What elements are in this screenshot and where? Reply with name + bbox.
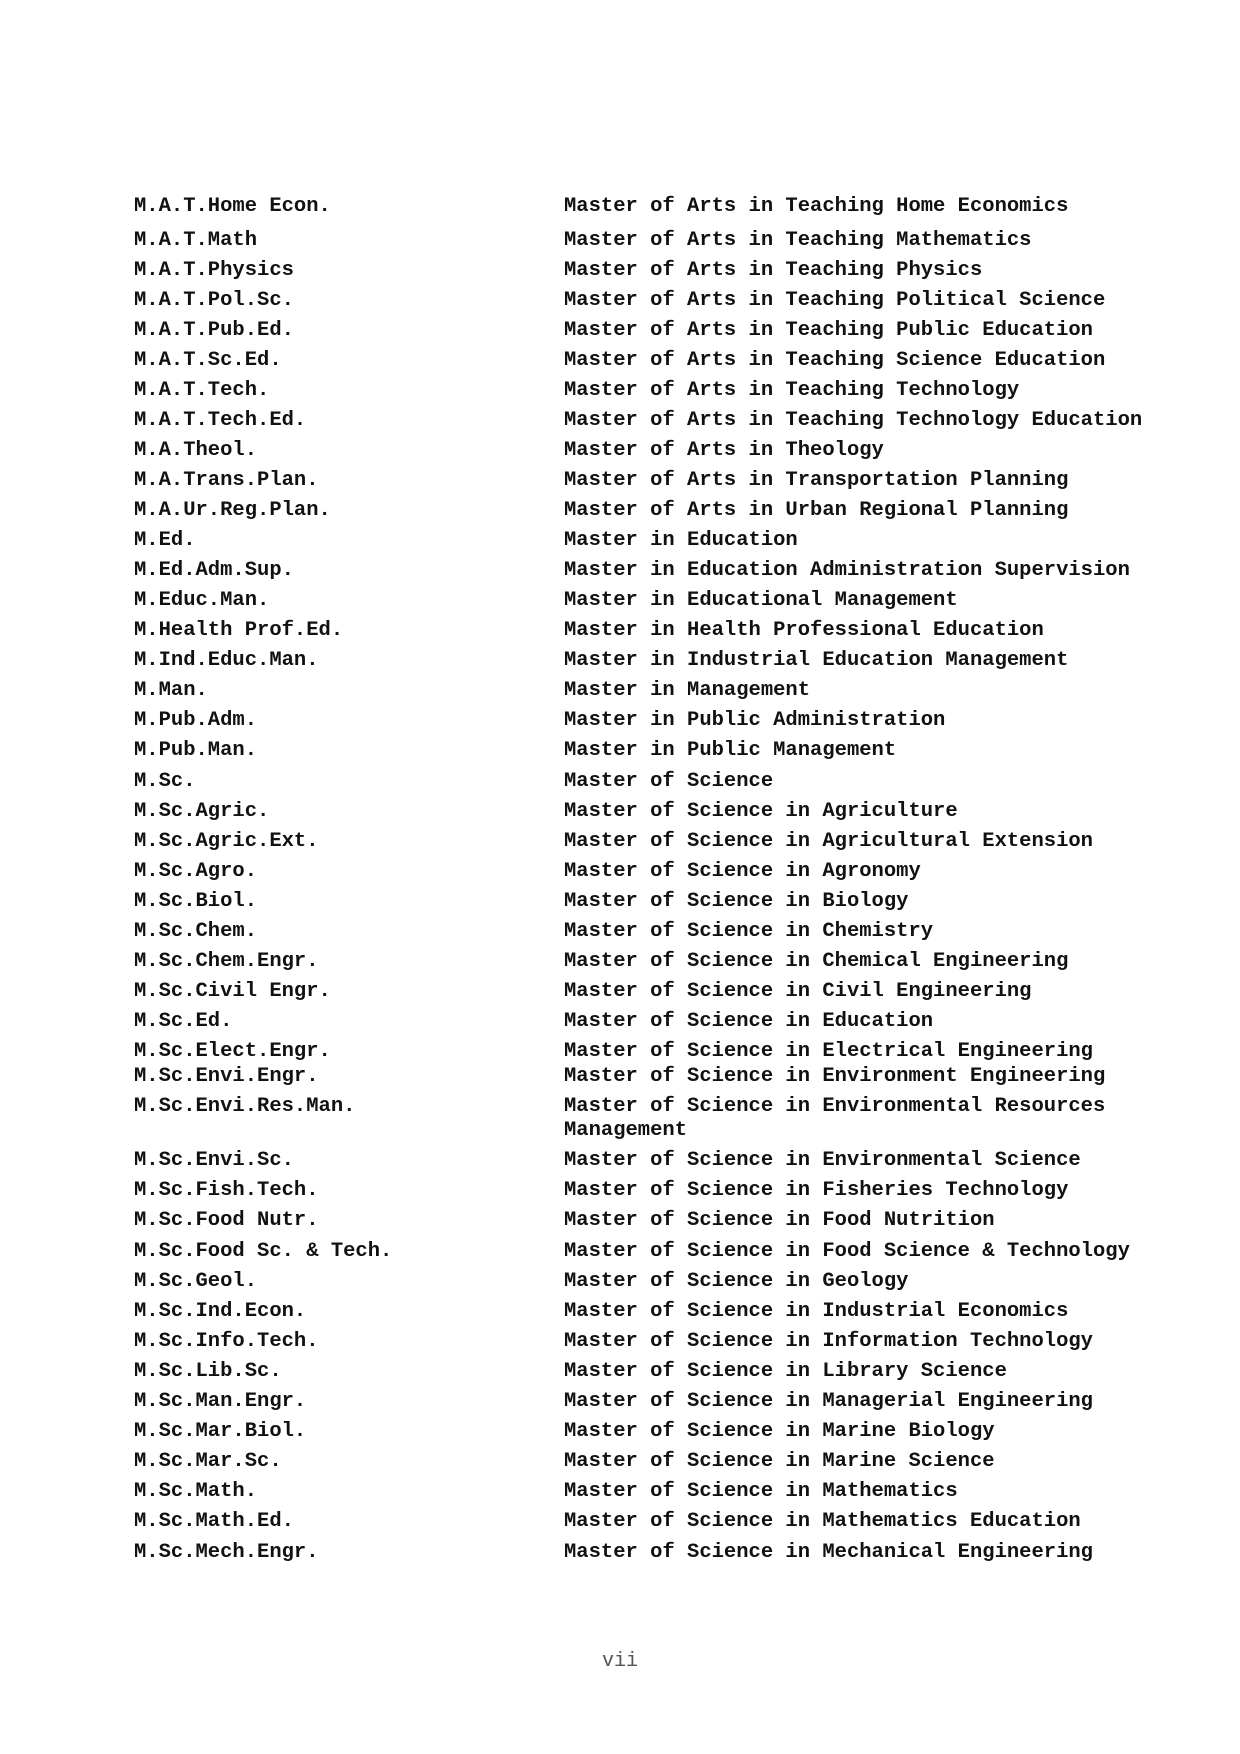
abbreviation: M.Sc.Envi.Engr. [134, 1065, 319, 1088]
full-name: Master of Science in Civil Engineering [564, 980, 1032, 1003]
full-name: Master in Education Administration Supervision [564, 559, 1130, 582]
full-name: Master of Arts in Theology [564, 439, 884, 462]
abbreviation: M.Pub.Man. [134, 739, 258, 762]
full-name: Master of Science in Environment Engineering [564, 1065, 1106, 1088]
full-name: Master of Arts in Teaching Technology [564, 379, 1020, 402]
full-name: Master of Science in Agricultural Extension [564, 830, 1093, 853]
full-name: Master of Science in Managerial Engineering [564, 1390, 1093, 1413]
full-name: Master of Science in Marine Biology [564, 1420, 995, 1443]
abbreviation: M.Sc.Mar.Sc. [134, 1450, 282, 1473]
abbreviation: M.Sc.Math.Ed. [134, 1510, 294, 1533]
abbreviation: M.Sc.Man.Engr. [134, 1390, 307, 1413]
full-name: Master of Arts in Teaching Technology Education [564, 409, 1143, 432]
full-name: Master of Arts in Teaching Mathematics [564, 229, 1032, 252]
full-name: Master of Arts in Teaching Science Education [564, 349, 1106, 372]
full-name: Master of Science in Mathematics [564, 1480, 958, 1503]
abbreviation: M.Educ.Man. [134, 589, 270, 612]
full-name: Master of Arts in Teaching Home Economics [564, 195, 1069, 218]
full-name: Master of Science in Library Science [564, 1360, 1007, 1383]
full-name: Master of Arts in Transportation Planning [564, 469, 1069, 492]
abbreviation: M.A.Ur.Reg.Plan. [134, 499, 331, 522]
full-name: Master of Science in Chemical Engineering [564, 950, 1069, 973]
abbreviation: M.Sc.Food Sc. & Tech. [134, 1240, 393, 1263]
full-name: Master of Science in Industrial Economics [564, 1300, 1069, 1323]
abbreviation: M.Man. [134, 679, 208, 702]
abbreviation: M.A.T.Physics [134, 259, 294, 282]
full-name: Master in Education [564, 529, 798, 552]
abbreviation: M.Health Prof.Ed. [134, 619, 344, 642]
abbreviation: M.Sc.Agric.Ext. [134, 830, 319, 853]
abbreviation: M.Sc.Elect.Engr. [134, 1040, 331, 1063]
abbreviation: M.Sc.Chem.Engr. [134, 950, 319, 973]
abbreviation: M.Sc.Agro. [134, 860, 258, 883]
abbreviation: M.Sc.Agric. [134, 800, 270, 823]
full-name: Master of Science in Food Nutrition [564, 1209, 995, 1232]
full-name: Master in Public Administration [564, 709, 946, 732]
abbreviation: M.A.T.Home Econ. [134, 195, 331, 218]
full-name: Master of Science in Fisheries Technology [564, 1179, 1069, 1202]
abbreviation: M.A.Theol. [134, 439, 258, 462]
full-name: Master of Science in Food Science & Technology [564, 1240, 1130, 1263]
abbreviation: M.Ed. [134, 529, 196, 552]
full-name: Master of Science in Chemistry [564, 920, 934, 943]
abbreviation: M.Sc.Mar.Biol. [134, 1420, 307, 1443]
full-name: Master of Science [564, 770, 774, 793]
full-name: Master in Health Professional Education [564, 619, 1044, 642]
abbreviation: M.Sc.Ed. [134, 1010, 233, 1033]
full-name: Master of Science in Environmental Science [564, 1149, 1081, 1172]
page-number: vii [601, 1650, 638, 1673]
abbreviation: M.Sc.Fish.Tech. [134, 1179, 319, 1202]
full-name: Master of Science in Agronomy [564, 860, 921, 883]
abbreviation: M.A.T.Pub.Ed. [134, 319, 294, 342]
full-name: Master of Arts in Teaching Physics [564, 259, 983, 282]
abbreviation: M.Sc.Math. [134, 1480, 258, 1503]
full-name: Master of Science in Environmental Resources Management [564, 1095, 1106, 1142]
abbreviation: M.A.T.Tech. [134, 379, 270, 402]
full-name: Master of Arts in Teaching Public Education [564, 319, 1093, 342]
abbreviation: M.Ind.Educ.Man. [134, 649, 319, 672]
full-name: Master of Arts in Urban Regional Planning [564, 499, 1069, 522]
abbreviation: M.Sc.Ind.Econ. [134, 1300, 307, 1323]
abbreviation: M.Sc.Info.Tech. [134, 1330, 319, 1353]
abbreviation: M.Sc.Envi.Sc. [134, 1149, 294, 1172]
full-name: Master in Public Management [564, 739, 897, 762]
full-name: Master of Science in Mathematics Education [564, 1510, 1081, 1533]
abbreviation: M.Sc.Envi.Res.Man. [134, 1095, 356, 1118]
abbreviation: M.A.T.Tech.Ed. [134, 409, 307, 432]
abbreviation: M.Sc.Biol. [134, 890, 258, 913]
abbreviation: M.Sc. [134, 770, 196, 793]
abbreviation: M.Sc.Civil Engr. [134, 980, 331, 1003]
abbreviation: M.Pub.Adm. [134, 709, 258, 732]
abbreviation: M.Sc.Mech.Engr. [134, 1541, 319, 1564]
full-name: Master in Educational Management [564, 589, 958, 612]
full-name: Master of Science in Information Technology [564, 1330, 1093, 1353]
full-name: Master of Arts in Teaching Political Science [564, 289, 1106, 312]
abbreviation: M.Sc.Chem. [134, 920, 258, 943]
abbreviation: M.Sc.Lib.Sc. [134, 1360, 282, 1383]
abbreviation: M.A.T.Pol.Sc. [134, 289, 294, 312]
full-name: Master of Science in Agriculture [564, 800, 958, 823]
full-name: Master of Science in Education [564, 1010, 934, 1033]
abbreviation: M.A.T.Math [134, 229, 258, 252]
full-name: Master of Science in Marine Science [564, 1450, 995, 1473]
abbreviation: M.Sc.Geol. [134, 1270, 258, 1293]
full-name: Master in Management [564, 679, 811, 702]
full-name: Master in Industrial Education Management [564, 649, 1069, 672]
full-name: Master of Science in Biology [564, 890, 909, 913]
full-name: Master of Science in Electrical Engineering [564, 1040, 1093, 1063]
abbreviation: M.Ed.Adm.Sup. [134, 559, 294, 582]
abbreviation: M.A.T.Sc.Ed. [134, 349, 282, 372]
full-name: Master of Science in Geology [564, 1270, 909, 1293]
full-name: Master of Science in Mechanical Engineering [564, 1541, 1093, 1564]
abbreviation: M.Sc.Food Nutr. [134, 1209, 319, 1232]
abbreviation: M.A.Trans.Plan. [134, 469, 319, 492]
